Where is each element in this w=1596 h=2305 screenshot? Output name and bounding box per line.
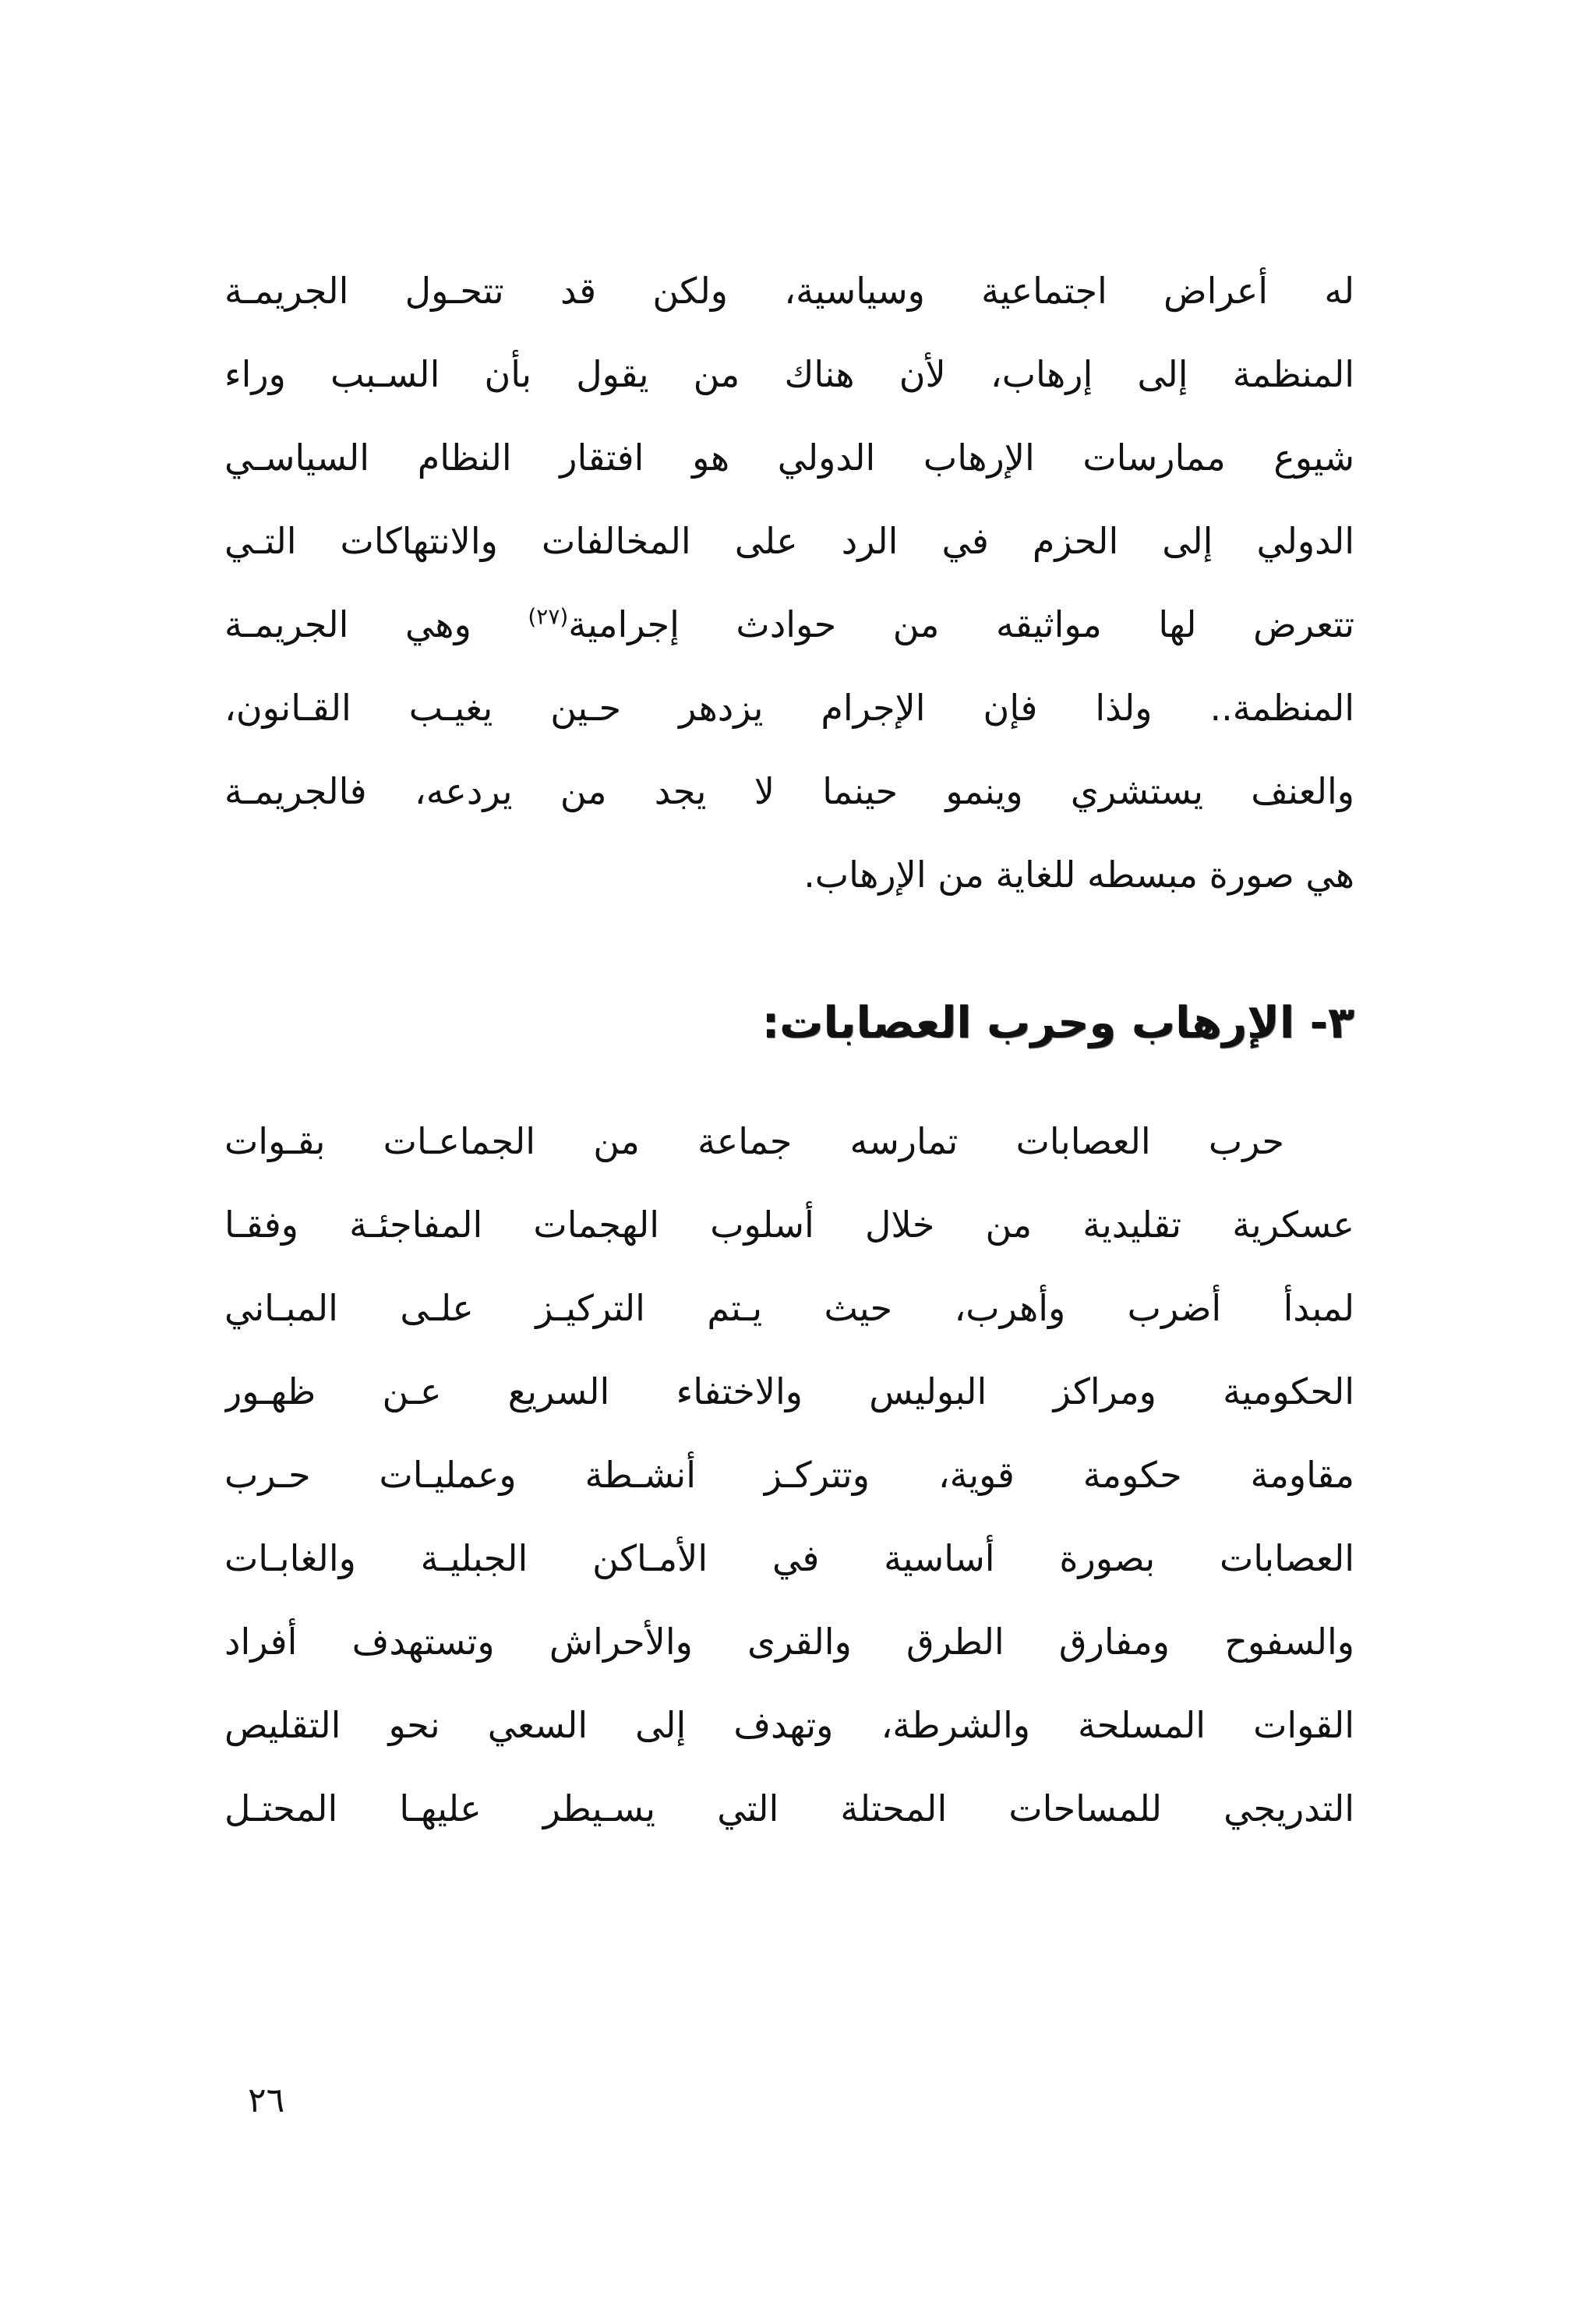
paragraph-1	[224, 249, 1354, 917]
text-line: المنظمة.. ولذا فإن الإجرام يزدهر حـين يغيـب القـانون،	[224, 687, 1354, 729]
text-line: العصابات بصورة أساسية في الأمـاكن الجبليـة والغابـات	[224, 1537, 1354, 1579]
text-line: له أعراض اجتماعية وسياسية، ولكن قد تتحـول الجريمـة	[224, 270, 1354, 312]
page-number: ٢٦	[248, 2081, 285, 2120]
text-line: الدولي إلى الحزم في الرد على المخالفات والانتهاكات التـي	[224, 520, 1354, 562]
text-line: لمبدأ أضرب وأهرب، حيث يـتم التركيـز علـى المبـاني	[224, 1287, 1354, 1329]
text-line: عسكرية تقليدية من خلال أسلوب الهجمات المفاجئـة وفقـا	[224, 1204, 1354, 1246]
text-segment: تتعرض لها مواثيقه من حوادث إجرامية	[568, 603, 1354, 645]
paragraph-2	[224, 1100, 1354, 1851]
text-line: القوات المسلحة والشرطة، وتهدف إلى السعي نحو التقليص	[224, 1704, 1354, 1746]
text-line: حرب العصابات تمارسه جماعة من الجماعـات بقـوات	[224, 1120, 1284, 1162]
text-line: المنظمة إلى إرهاب، لأن هناك من يقول بأن السـبب وراء	[224, 353, 1354, 395]
text-line: شيوع ممارسات الإرهاب الدولي هو افتقار النظام السياسـي	[224, 437, 1354, 479]
text-line-with-footnote	[224, 583, 1354, 666]
text-line: هي صورة مبسطه للغاية من الإرهاب.	[803, 854, 1354, 896]
text-line: والعنف يستشري وينمو حينما لا يجد من يردعه، فالجريمـة	[224, 770, 1354, 812]
text-line: والسفوح ومفارق الطرق والقرى والأحراش وتستهدف أفراد	[224, 1621, 1354, 1663]
text-segment: وهي الجريمـة	[224, 603, 528, 645]
text-line: الحكومية ومراكز البوليس والاختفاء السريع عـن ظهـور	[224, 1370, 1354, 1412]
text-line: مقاومة حكومة قوية، وتتركـز أنشـطة وعمليـات حـرب	[224, 1454, 1354, 1496]
section-heading: ٣- الإرهاب وحرب العصابات:	[761, 998, 1354, 1048]
footnote-reference: (٢٧)	[528, 603, 569, 630]
text-line: التدريجي للمساحات المحتلة التي يسـيطر عليهـا المحتـل	[224, 1787, 1354, 1830]
